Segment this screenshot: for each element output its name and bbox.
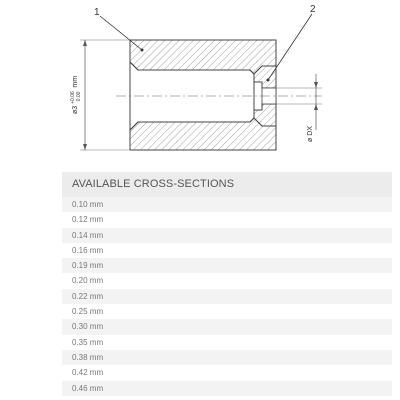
bore-diameter-label	[307, 126, 314, 142]
body-section-bottom	[130, 118, 276, 150]
table-row: 0.46 mm	[62, 381, 392, 396]
table-row: 0.22 mm	[62, 289, 392, 304]
callout-2-dot	[267, 79, 270, 82]
table-row: 0.14 mm	[62, 228, 392, 243]
technical-drawing	[0, 0, 400, 170]
dim-arrow-bottom	[83, 144, 87, 150]
table-row: 0.25 mm	[62, 304, 392, 319]
table-row: 0.42 mm	[62, 365, 392, 380]
table-row: 0.30 mm	[62, 319, 392, 334]
table-row: 0.19 mm	[62, 258, 392, 273]
bore-diameter-text: ø DX	[307, 126, 314, 142]
svg-text:ø3 +0.06 0.00	[69, 76, 82, 114]
dx-arrow-top	[314, 82, 318, 88]
table-row: 0.20 mm	[62, 273, 392, 288]
dx-arrow-bottom	[314, 104, 318, 110]
dimension-unit: mm	[72, 75, 79, 88]
table-body	[62, 197, 392, 396]
drawing-svg	[0, 0, 400, 170]
body-section-top	[130, 40, 276, 74]
table-row: 0.10 mm	[62, 197, 392, 212]
table-row: 0.12 mm	[62, 212, 392, 227]
table-header: AVAILABLE CROSS-SECTIONS	[62, 172, 392, 197]
callout-1-leader	[100, 16, 142, 50]
callout-2-label: 2	[310, 4, 316, 15]
tolerance-upper: +0.06	[70, 91, 76, 104]
table-row: 0.16 mm	[62, 243, 392, 258]
tolerance-lower: 0.00	[76, 91, 82, 102]
callout-1-label: 1	[94, 7, 100, 18]
dim-arrow-top	[83, 40, 87, 46]
outer-diameter-label	[69, 76, 82, 114]
table-row: 0.38 mm	[62, 350, 392, 365]
cross-sections-table	[62, 172, 392, 396]
callout-1-dot	[141, 49, 144, 52]
outer-diameter-value: ø3	[72, 105, 79, 115]
table-row: 0.35 mm	[62, 335, 392, 350]
